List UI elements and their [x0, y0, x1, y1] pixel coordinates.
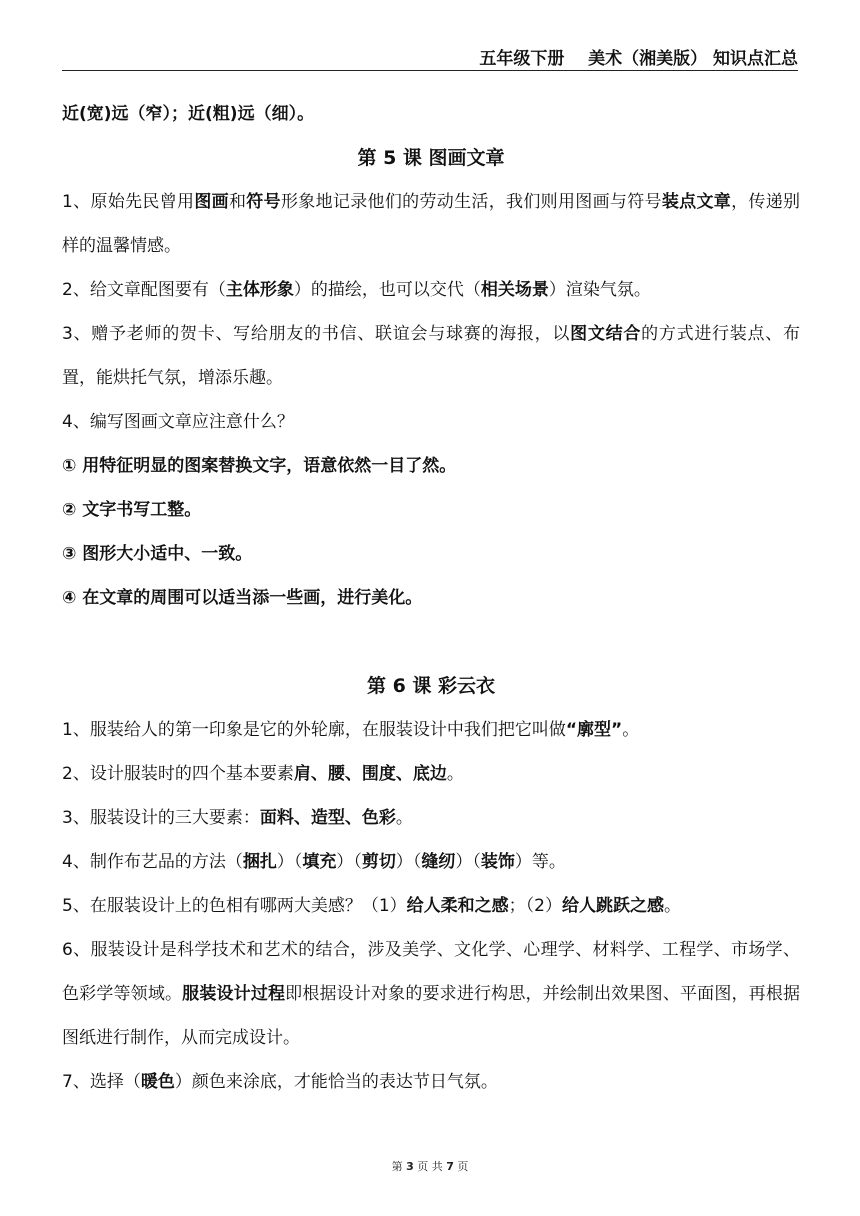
continued-line	[62, 92, 800, 136]
text-run: ）（	[336, 852, 362, 872]
document-body	[62, 92, 800, 1104]
text-run: ）（	[276, 852, 303, 872]
text-run: 和	[228, 192, 247, 212]
lesson-5-item-4	[62, 576, 800, 620]
text-run: 5、在服装设计上的色相有哪两大美感？（1）	[62, 896, 407, 916]
bold-text: “廓型”	[565, 720, 623, 740]
bold-text: 面料、造型、色彩	[259, 808, 396, 828]
bold-text: 填充	[302, 852, 337, 872]
text-run: ）渲染气氛。	[548, 280, 651, 300]
text-run: ）（	[455, 852, 481, 872]
bold-text: 服装设计过程	[182, 984, 286, 1004]
lesson-6-title: 第 6 课 彩云衣	[366, 675, 496, 697]
bold-text: 符号	[246, 192, 281, 212]
bold-text: 缝纫	[421, 852, 456, 872]
lesson-5-point-1	[62, 180, 800, 268]
bold-text: 剪切	[361, 852, 396, 872]
text-run: 3、赠予老师的贺卡、写给朋友的书信、联谊会与球赛的海报，以	[62, 324, 571, 344]
text-run: 1、原始先民曾用	[62, 192, 195, 212]
section-gap	[62, 620, 800, 664]
text-run: 。	[395, 808, 413, 828]
page-header: 五年级下册 美术（湘美版） 知识点汇总	[479, 49, 798, 69]
page-number	[0, 1158, 860, 1174]
bold-text: 肩、腰、围度、底边	[293, 764, 447, 784]
lesson-5-point-3	[62, 312, 800, 400]
bold-text: 3	[406, 1160, 414, 1173]
text-run: 。	[622, 720, 640, 740]
bold-text: 给人跳跃之感	[561, 896, 664, 916]
header-divider	[62, 70, 798, 71]
lesson-5-item-3	[62, 532, 800, 576]
lesson-6-point-6	[62, 928, 800, 1060]
text-run: 形象地记录他们的劳动生活，我们则用图画与符号	[280, 192, 662, 212]
bold-text: 相关场景	[480, 280, 549, 300]
text-run: 7、选择（	[62, 1072, 141, 1092]
text-run: 6、服装设计是科学技术和艺术的结合，涉及美学、文化学、心理学、材料学、工程学、市场学、色彩学等领域。	[62, 940, 800, 1004]
bold-text: 暖色	[140, 1072, 175, 1092]
text-run: ）的描绘，也可以交代（	[293, 280, 481, 300]
text-run: 页	[453, 1160, 469, 1173]
bold-text: ③ 图形大小适中、一致。	[62, 544, 253, 564]
text-run: ）颜色来涂底，才能恰当的表达节日气氛。	[174, 1072, 498, 1092]
lesson-5-point-4	[62, 400, 800, 444]
lesson-5-item-1	[62, 444, 800, 488]
text-run: 4、制作布艺品的方法（	[62, 852, 243, 872]
text-run: ；（2）	[508, 896, 562, 916]
text-run: 的方式进行装点、布置，能烘托气氛，增添乐趣。	[62, 324, 800, 388]
lesson-6-point-4	[62, 840, 800, 884]
text-run: ）（	[395, 852, 422, 872]
lesson-6-point-1	[62, 708, 800, 752]
bold-text: 装饰	[480, 852, 515, 872]
bold-text: 主体形象	[225, 280, 294, 300]
text-run: 。	[446, 764, 464, 784]
lesson-6-point-5	[62, 884, 800, 928]
bold-text: 7	[446, 1160, 454, 1173]
text-run: 页 共	[413, 1160, 447, 1173]
lesson-6-point-2	[62, 752, 800, 796]
bold-text: ④ 在文章的周围可以适当添一些画，进行美化。	[62, 588, 423, 608]
bold-text: 图画	[194, 192, 229, 212]
lesson-5-title: 第 5 课 图画文章	[357, 147, 505, 169]
text-run: 。	[663, 896, 681, 916]
text-run: 2、给文章配图要有（	[62, 280, 226, 300]
bold-text: 捆扎	[242, 852, 277, 872]
lesson-5-item-2	[62, 488, 800, 532]
bold-text: ① 用特征明显的图案替换文字，语意依然一目了然。	[62, 456, 457, 476]
lesson-6-point-7	[62, 1060, 800, 1104]
text-run: 4、编写图画文章应注意什么？	[62, 412, 294, 432]
text-run: 即根据设计对象的要求进行构思，并绘制出效果图、平面图，再根据图纸进行制作，从而完成设计。	[62, 984, 801, 1048]
bold-text: 图文结合	[570, 324, 642, 344]
text-run: 1、服装给人的第一印象是它的外轮廓，在服装设计中我们把它叫做	[62, 720, 566, 740]
text-run: ）等。	[514, 852, 566, 872]
bold-text: 装点文章	[661, 192, 732, 212]
text-run: 第	[391, 1160, 407, 1173]
text-run: ，传递别样的温馨情感。	[62, 192, 801, 256]
bold-text: ② 文字书写工整。	[62, 500, 202, 520]
lesson-6-point-3	[62, 796, 800, 840]
lesson-5-point-2	[62, 268, 800, 312]
bold-text: 近(宽)远（窄）；近(粗)远（细）。	[62, 104, 315, 124]
bold-text: 给人柔和之感	[406, 896, 509, 916]
text-run: 2、设计服装时的四个基本要素	[62, 764, 294, 784]
text-run: 3、服装设计的三大要素：	[62, 808, 260, 828]
